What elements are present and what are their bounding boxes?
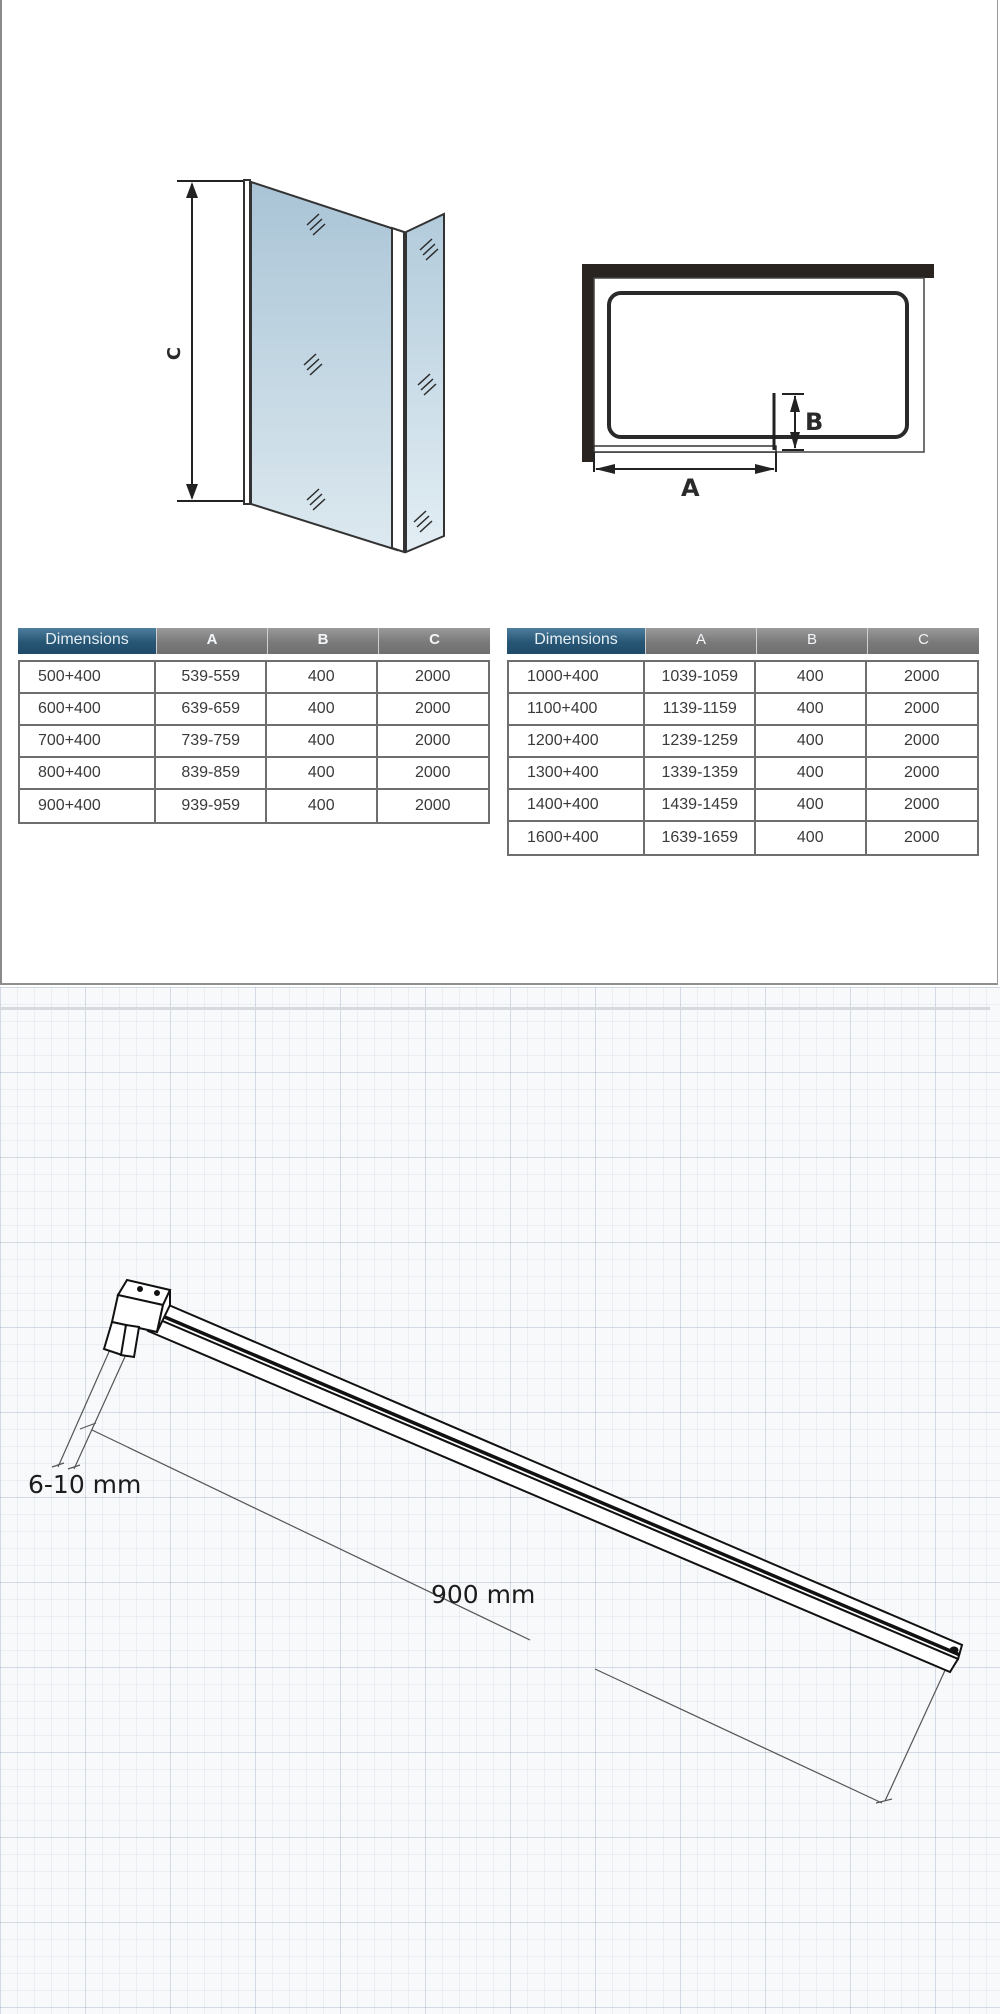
length-dimension-right	[595, 1669, 882, 1803]
cell-c: 2000	[903, 796, 940, 813]
cell-dimensions: 1600+400	[509, 822, 645, 854]
cell-a: 839-859	[156, 758, 267, 788]
cell-dimensions: 1400+400	[509, 790, 645, 820]
table-row	[20, 790, 488, 822]
tray-basin	[609, 293, 907, 437]
cell-dimensions: 800+400	[20, 758, 156, 788]
table-row	[509, 662, 977, 694]
header-c: C	[868, 628, 979, 654]
table-row	[509, 726, 977, 758]
cell-a: 539-559	[156, 662, 267, 692]
specification-panel	[0, 0, 998, 985]
dimension-label-a: A	[681, 474, 700, 502]
cell-c: 2000	[414, 797, 451, 814]
table-2-body	[507, 660, 979, 856]
header-a: A	[157, 628, 268, 654]
cell-b: 400	[756, 822, 867, 854]
arrow-up-icon	[186, 182, 198, 198]
stabiliser-bar-drawing	[0, 987, 1000, 2014]
cell-c: 2000	[903, 700, 940, 717]
cell-c: 2000	[903, 732, 940, 749]
table-1-header	[18, 628, 490, 654]
table-row	[509, 790, 977, 822]
corner-post	[392, 228, 404, 552]
table-row	[20, 662, 488, 694]
stabiliser-bar-panel	[0, 987, 1000, 2014]
table-row	[20, 726, 488, 758]
table-row	[20, 758, 488, 790]
dimension-label-b: B	[805, 408, 824, 436]
stabiliser-bar	[148, 1300, 962, 1672]
cell-dimensions: 1300+400	[509, 758, 645, 788]
cell-dimensions: 500+400	[20, 662, 156, 692]
cell-a: 1639-1659	[645, 822, 756, 854]
cell-c: 2000	[414, 668, 451, 685]
screw-hole	[155, 1291, 159, 1295]
cell-dimensions: 900+400	[20, 790, 156, 822]
arrow-down-icon	[186, 484, 198, 500]
cell-b: 400	[756, 662, 867, 692]
main-glass-panel	[251, 182, 397, 550]
table-row	[509, 758, 977, 790]
cell-dimensions: 600+400	[20, 694, 156, 724]
cell-dimensions: 700+400	[20, 726, 156, 756]
cell-c: 2000	[903, 829, 940, 846]
cell-b: 400	[756, 758, 867, 788]
cell-b: 400	[756, 790, 867, 820]
elevation-diagram	[152, 160, 462, 560]
header-b: B	[757, 628, 868, 654]
arrow-left-icon	[595, 464, 615, 474]
header-dimensions: Dimensions	[507, 628, 646, 654]
cell-b: 400	[267, 694, 378, 724]
table-2-header	[507, 628, 979, 654]
table-row	[509, 694, 977, 726]
glass-panel-plan	[594, 446, 776, 452]
header-dimensions: Dimensions	[18, 628, 157, 654]
cell-c: 2000	[414, 764, 451, 781]
table-1-body	[18, 660, 490, 824]
cell-a: 1339-1359	[645, 758, 756, 788]
cell-c: 2000	[414, 700, 451, 717]
glass-thickness-label: 6-10 mm	[28, 1470, 142, 1499]
table-row	[20, 694, 488, 726]
cell-dimensions: 1100+400	[509, 694, 645, 724]
cell-c: 2000	[903, 764, 940, 781]
dimension-label-c: C	[164, 346, 186, 361]
table-row	[509, 822, 977, 854]
bar-length-label: 900 mm	[431, 1580, 536, 1609]
cell-a: 1039-1059	[645, 662, 756, 692]
cell-a: 939-959	[156, 790, 267, 822]
screw-hole	[138, 1287, 142, 1291]
cell-a: 739-759	[156, 726, 267, 756]
bar-end-cap	[950, 1647, 958, 1653]
cell-b: 400	[267, 758, 378, 788]
cell-a: 1239-1259	[645, 726, 756, 756]
cell-b: 400	[756, 726, 867, 756]
side-wall	[582, 264, 594, 462]
back-wall	[582, 264, 934, 278]
header-a: A	[646, 628, 757, 654]
cell-c: 2000	[414, 732, 451, 749]
glass-clamp	[104, 1280, 170, 1357]
plan-diagram	[562, 250, 942, 510]
header-b: B	[268, 628, 379, 654]
cell-dimensions: 1200+400	[509, 726, 645, 756]
cell-a: 1139-1159	[645, 694, 756, 724]
wall-profile	[244, 180, 250, 504]
dimension-lines	[52, 1345, 947, 1803]
cell-a: 1439-1459	[645, 790, 756, 820]
cell-c: 2000	[903, 668, 940, 685]
cell-b: 400	[267, 790, 378, 822]
header-c: C	[379, 628, 490, 654]
cell-b: 400	[267, 662, 378, 692]
return-glass-panel	[406, 214, 444, 552]
cell-dimensions: 1000+400	[509, 662, 645, 692]
cell-a: 639-659	[156, 694, 267, 724]
arrow-right-icon	[755, 464, 775, 474]
cell-b: 400	[267, 726, 378, 756]
cell-b: 400	[756, 694, 867, 724]
